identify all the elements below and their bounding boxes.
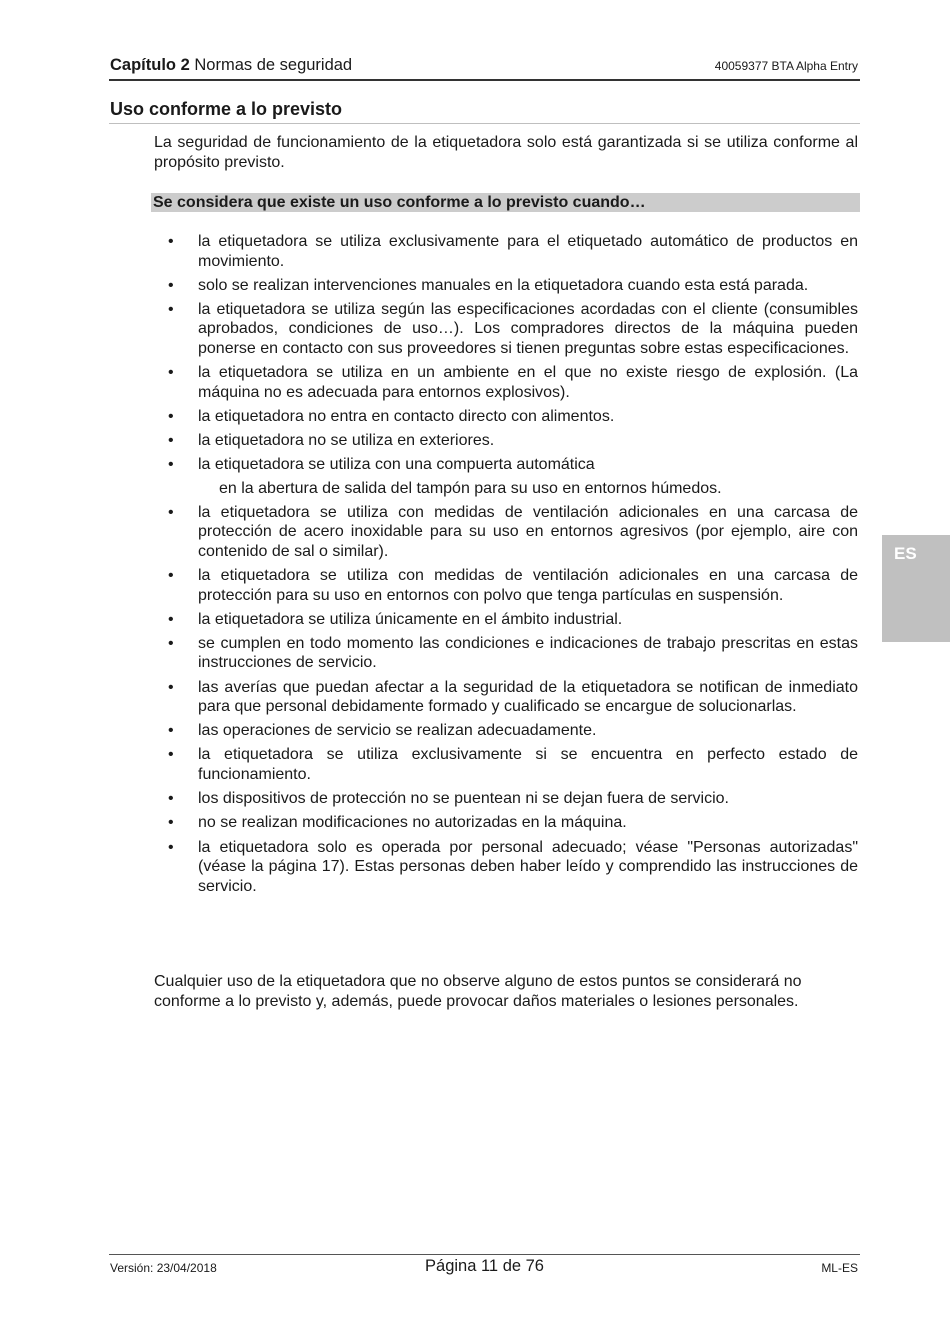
list-item-text: la etiquetadora se utiliza exclusivamente para el etiquetado automático de productos en movimiento. xyxy=(198,233,858,270)
list-item-text: la etiquetadora no se utiliza en exteriores. xyxy=(198,431,495,449)
bullet-icon: • xyxy=(168,634,174,652)
list-item xyxy=(154,838,858,897)
bullet-icon: • xyxy=(168,567,174,584)
bullet-icon: • xyxy=(168,276,174,294)
intro-paragraph: La seguridad de funcionamiento de la etiquetadora solo está garantizada si se utiliza conforme al propósito previsto. xyxy=(154,134,858,171)
bullet-icon: • xyxy=(168,610,174,628)
list-item-text: los dispositivos de protección no se puentean ni se dejan fuera de servicio. xyxy=(198,790,729,808)
list-item xyxy=(154,300,858,359)
list-item-text: se cumplen en todo momento las condiciones e indicaciones de trabajo prescritas en estas instrucciones de servicio. xyxy=(198,634,858,672)
section-title xyxy=(109,99,860,124)
list-item-text: la etiquetadora se utiliza según las especificaciones acordadas con el cliente (consumibles aprobados, condiciones de uso…). Los compradores directos de la máquina pueden ponerse en contacto con sus proveedores si tienen preguntas sobre estas especificaciones. xyxy=(198,300,858,357)
page-header xyxy=(109,55,860,81)
list-item xyxy=(154,431,858,451)
list-item-text: no se realizan modificaciones no autorizadas en la máquina. xyxy=(198,814,627,832)
bullet-icon: • xyxy=(168,431,174,449)
subheading-banner xyxy=(151,193,860,212)
list-item-text: la etiquetadora solo es operada por personal adecuado; véase "Personas autorizadas" (véase la página 17). Estas personas deben haber leído y comprendido las instrucciones de servicio. xyxy=(198,838,858,895)
bullet-icon: • xyxy=(168,790,174,808)
list-item-text: la etiquetadora se utiliza con una compuerta automática xyxy=(198,456,595,474)
language-tab-label: ES xyxy=(894,544,917,563)
bullet-icon: • xyxy=(168,678,174,696)
language-code: ML-ES xyxy=(821,1261,858,1275)
language-tab xyxy=(882,535,950,642)
bullet-icon: • xyxy=(168,300,174,318)
bullet-icon: • xyxy=(168,746,174,764)
list-item xyxy=(154,276,858,296)
closing-paragraph: Cualquier uso de la etiquetadora que no observe alguno de estos puntos se considerará no conforme a lo previsto y, además, puede provocar daños materiales o lesiones personales. xyxy=(154,973,802,1010)
list-item xyxy=(154,363,858,402)
bullet-icon: • xyxy=(168,722,174,740)
list-item-text: la etiquetadora se utiliza con medidas de ventilación adicionales en una carcasa de protección de acero inoxidable para su uso en entornos agresivos (por ejemplo, aire con contenido de sal o similar). xyxy=(198,503,858,560)
page-number: Página 11 de 76 xyxy=(425,1257,544,1275)
list-item xyxy=(154,789,858,809)
list-item-text: las averías que puedan afectar a la seguridad de la etiquetadora se notifican de inmediato para que personal debidamente formado y cualificado se encargue de solucionarlas. xyxy=(198,678,858,716)
list-item-continuation: en la abertura de salida del tampón para su uso en entornos húmedos. xyxy=(219,479,722,497)
version-label: Versión: 23/04/2018 xyxy=(110,1261,217,1275)
list-item xyxy=(154,455,858,498)
chapter-label: Capítulo 2 xyxy=(110,56,190,74)
list-item xyxy=(154,678,858,717)
conditions-list xyxy=(154,232,858,901)
list-item-text: la etiquetadora no entra en contacto directo con alimentos. xyxy=(198,407,615,425)
list-item xyxy=(154,232,858,271)
bullet-icon: • xyxy=(168,838,174,856)
list-item xyxy=(154,407,858,427)
list-item-text: la etiquetadora se utiliza únicamente en el ámbito industrial. xyxy=(198,610,623,628)
chapter-title: Normas de seguridad xyxy=(194,56,353,74)
list-item xyxy=(154,745,858,784)
bullet-icon: • xyxy=(168,233,174,250)
section-title-text: Uso conforme a lo previsto xyxy=(110,99,343,119)
list-item-text: las operaciones de servicio se realizan adecuadamente. xyxy=(198,722,597,740)
bullet-icon: • xyxy=(168,456,174,474)
list-item xyxy=(154,610,858,630)
list-item xyxy=(154,813,858,833)
page-footer xyxy=(109,1254,860,1281)
list-item-text: solo se realizan intervenciones manuales en la etiquetadora cuando esta está parada. xyxy=(198,276,809,294)
list-item-text: la etiquetadora se utiliza con medidas de ventilación adicionales en una carcasa de protección para su uso en entornos con polvo que tenga partículas en suspensión. xyxy=(198,567,858,604)
bullet-icon: • xyxy=(168,364,174,382)
list-item-text: la etiquetadora se utiliza exclusivamente si se encuentra en perfecto estado de funcionamiento. xyxy=(198,746,858,783)
bullet-icon: • xyxy=(168,814,174,832)
list-item-text: la etiquetadora se utiliza en un ambiente en el que no existe riesgo de explosión. (La máquina no es adecuada para entornos explosivos). xyxy=(198,364,858,401)
list-item xyxy=(154,566,858,605)
bullet-icon: • xyxy=(168,407,174,425)
subheading-text: Se considera que existe un uso conforme a lo previsto cuando… xyxy=(153,194,646,211)
list-item xyxy=(154,634,858,673)
list-item xyxy=(154,503,858,562)
document-id: 40059377 BTA Alpha Entry xyxy=(714,59,858,73)
list-item xyxy=(154,721,858,741)
bullet-icon: • xyxy=(168,503,174,521)
chapter-heading xyxy=(110,56,352,75)
